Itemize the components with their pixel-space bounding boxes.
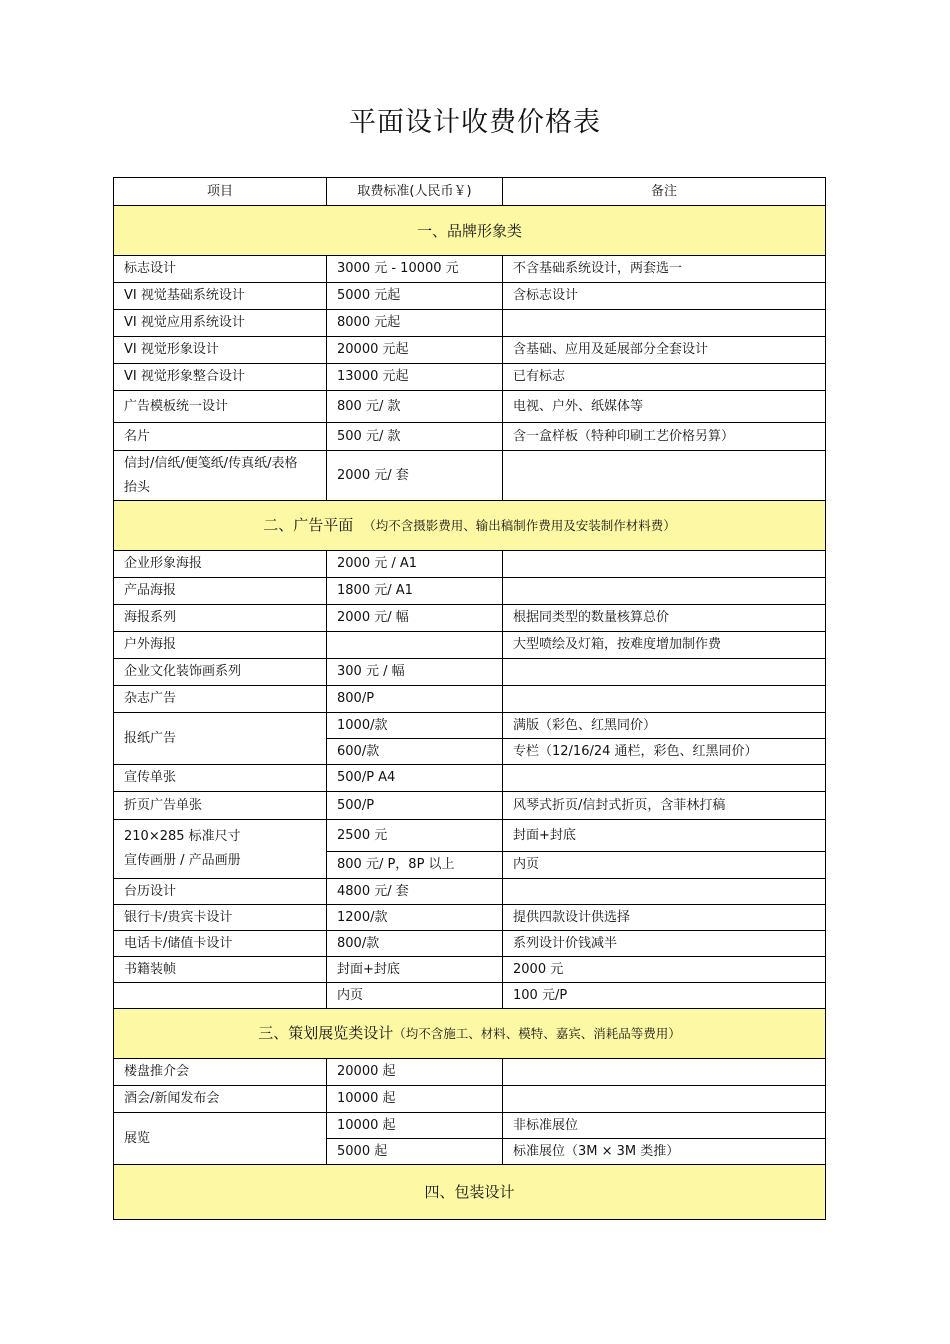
cell-note: 含一盒样板（特种印刷工艺价格另算） <box>503 423 826 451</box>
cell-note: 电视、户外、纸媒体等 <box>503 391 826 423</box>
table-row <box>114 551 826 578</box>
cell-price: 20000 起 <box>327 1059 503 1086</box>
cell-note: 2000 元 <box>503 957 826 983</box>
cell-price: 10000 起 <box>327 1086 503 1113</box>
cell-note: 系列设计价钱减半 <box>503 931 826 957</box>
cell-item: 杂志广告 <box>114 686 327 713</box>
cell-note: 封面+封底 <box>503 820 826 852</box>
cell-price: 800 元/ P，8P 以上 <box>327 852 503 879</box>
cell-item: 楼盘推介会 <box>114 1059 327 1086</box>
table-row <box>114 256 826 283</box>
price-table <box>113 177 826 1220</box>
table-row <box>114 983 826 1009</box>
cell-price: 5000 元起 <box>327 283 503 310</box>
cell-price: 1200/款 <box>327 905 503 931</box>
section-exhibition <box>114 1009 826 1059</box>
table-row <box>114 451 826 501</box>
section-row <box>114 1165 826 1220</box>
cell-price: 2000 元/ 套 <box>327 451 503 501</box>
table-row <box>114 578 826 605</box>
cell-note: 专栏（12/16/24 通栏，彩色、红黑同价） <box>503 739 826 765</box>
table-row <box>114 659 826 686</box>
cell-item <box>114 820 327 879</box>
cell-item: 折页广告单张 <box>114 792 327 820</box>
table-row <box>114 1059 826 1086</box>
cell-item <box>114 983 327 1009</box>
cell-price: 2500 元 <box>327 820 503 852</box>
cell-price: 13000 元起 <box>327 364 503 391</box>
cell-item: VI 视觉应用系统设计 <box>114 310 327 337</box>
table-row <box>114 765 826 792</box>
cell-note: 已有标志 <box>503 364 826 391</box>
cell-price: 20000 元起 <box>327 337 503 364</box>
cell-item <box>114 451 327 501</box>
table-row <box>114 632 826 659</box>
section-brand <box>114 206 826 256</box>
page-title: 平面设计收费价格表 <box>349 107 601 138</box>
table-row <box>114 931 826 957</box>
table-row <box>114 879 826 905</box>
cell-note: 含标志设计 <box>503 283 826 310</box>
table-row <box>114 713 826 739</box>
cell-item: 电话卡/储值卡设计 <box>114 931 327 957</box>
cell-note <box>503 451 826 501</box>
cell-item-line: 210×285 标准尺寸 <box>124 829 241 844</box>
section-title: 四、包装设计 <box>424 1183 515 1201</box>
cell-note: 提供四款设计供选择 <box>503 905 826 931</box>
cell-price: 内页 <box>327 983 503 1009</box>
cell-note: 不含基础系统设计，两套选一 <box>503 256 826 283</box>
table-row <box>114 283 826 310</box>
cell-note <box>503 551 826 578</box>
cell-note <box>503 659 826 686</box>
table-row <box>114 686 826 713</box>
section-note: （均不含摄影费用、输出稿制作费用及安装制作材料费） <box>363 518 676 533</box>
cell-item-line: 宣传画册 / 产品画册 <box>124 853 241 868</box>
cell-note: 风琴式折页/信封式折页，含菲林打稿 <box>503 792 826 820</box>
cell-price: 800 元/ 款 <box>327 391 503 423</box>
table-header <box>114 178 826 206</box>
cell-price: 5000 起 <box>327 1139 503 1165</box>
table-row <box>114 423 826 451</box>
cell-item-line: 抬头 <box>124 479 151 495</box>
cell-price: 2000 元 / A1 <box>327 551 503 578</box>
cell-note <box>503 1059 826 1086</box>
section-row <box>114 1009 826 1059</box>
header-price: 取费标准(人民币￥) <box>327 178 503 206</box>
table-row <box>114 1086 826 1113</box>
section-title: 一、品牌形象类 <box>416 221 522 240</box>
cell-price: 4800 元/ 套 <box>327 879 503 905</box>
cell-note: 非标准展位 <box>503 1113 826 1139</box>
cell-item: 宣传单张 <box>114 765 327 792</box>
cell-item: 企业文化装饰画系列 <box>114 659 327 686</box>
cell-price: 2000 元/ 幅 <box>327 605 503 632</box>
section-ads <box>114 501 826 551</box>
section-row <box>114 206 826 256</box>
cell-price: 500 元/ 款 <box>327 423 503 451</box>
cell-note: 含基础、应用及延展部分全套设计 <box>503 337 826 364</box>
cell-note: 标准展位（3M × 3M 类推） <box>503 1139 826 1165</box>
cell-item: 海报系列 <box>114 605 327 632</box>
cell-note: 大型喷绘及灯箱，按难度增加制作费 <box>503 632 826 659</box>
cell-item: 酒会/新闻发布会 <box>114 1086 327 1113</box>
table-row <box>114 310 826 337</box>
table-row <box>114 957 826 983</box>
cell-price <box>327 632 503 659</box>
cell-price: 500/P A4 <box>327 765 503 792</box>
cell-price: 600/款 <box>327 739 503 765</box>
section-note: （均不含施工、材料、模特、嘉宾、消耗品等费用） <box>393 1026 681 1041</box>
cell-item: 报纸广告 <box>114 713 327 765</box>
cell-item: 展览 <box>114 1113 327 1165</box>
table-row <box>114 337 826 364</box>
header-item: 项目 <box>114 178 327 206</box>
cell-price: 1800 元/ A1 <box>327 578 503 605</box>
cell-item: 标志设计 <box>114 256 327 283</box>
section-title: 二、广告平面 <box>263 516 354 534</box>
cell-note: 根据同类型的数量核算总价 <box>503 605 826 632</box>
cell-item: VI 视觉形象设计 <box>114 337 327 364</box>
cell-item: 台历设计 <box>114 879 327 905</box>
section-packaging <box>114 1165 826 1220</box>
cell-item: 广告模板统一设计 <box>114 391 327 423</box>
table-row <box>114 1113 826 1139</box>
cell-note <box>503 1086 826 1113</box>
cell-note <box>503 879 826 905</box>
table-row <box>114 792 826 820</box>
cell-note <box>503 765 826 792</box>
cell-item: 书籍装帧 <box>114 957 327 983</box>
table-row <box>114 820 826 852</box>
section-row <box>114 501 826 551</box>
cell-note <box>503 686 826 713</box>
table-row <box>114 605 826 632</box>
table-row <box>114 364 826 391</box>
table-row <box>114 905 826 931</box>
cell-item: 名片 <box>114 423 327 451</box>
cell-price: 10000 起 <box>327 1113 503 1139</box>
cell-price: 1000/款 <box>327 713 503 739</box>
cell-item: 产品海报 <box>114 578 327 605</box>
table-row <box>114 391 826 423</box>
cell-price: 800/款 <box>327 931 503 957</box>
cell-price: 8000 元起 <box>327 310 503 337</box>
cell-price: 500/P <box>327 792 503 820</box>
cell-item: 户外海报 <box>114 632 327 659</box>
cell-note: 100 元/P <box>503 983 826 1009</box>
cell-price: 封面+封底 <box>327 957 503 983</box>
cell-price: 300 元 / 幅 <box>327 659 503 686</box>
cell-note: 内页 <box>503 852 826 879</box>
cell-price: 800/P <box>327 686 503 713</box>
cell-note: 满版（彩色、红黑同价） <box>503 713 826 739</box>
cell-item: 企业形象海报 <box>114 551 327 578</box>
section-title: 三、策划展览类设计 <box>258 1024 394 1042</box>
header-note: 备注 <box>503 178 826 206</box>
cell-item: VI 视觉基础系统设计 <box>114 283 327 310</box>
cell-price: 3000 元 - 10000 元 <box>327 256 503 283</box>
cell-item: VI 视觉形象整合设计 <box>114 364 327 391</box>
cell-note <box>503 578 826 605</box>
cell-note <box>503 310 826 337</box>
cell-item: 银行卡/贵宾卡设计 <box>114 905 327 931</box>
cell-item-line: 信封/信纸/便笺纸/传真纸/表格 <box>124 455 298 471</box>
